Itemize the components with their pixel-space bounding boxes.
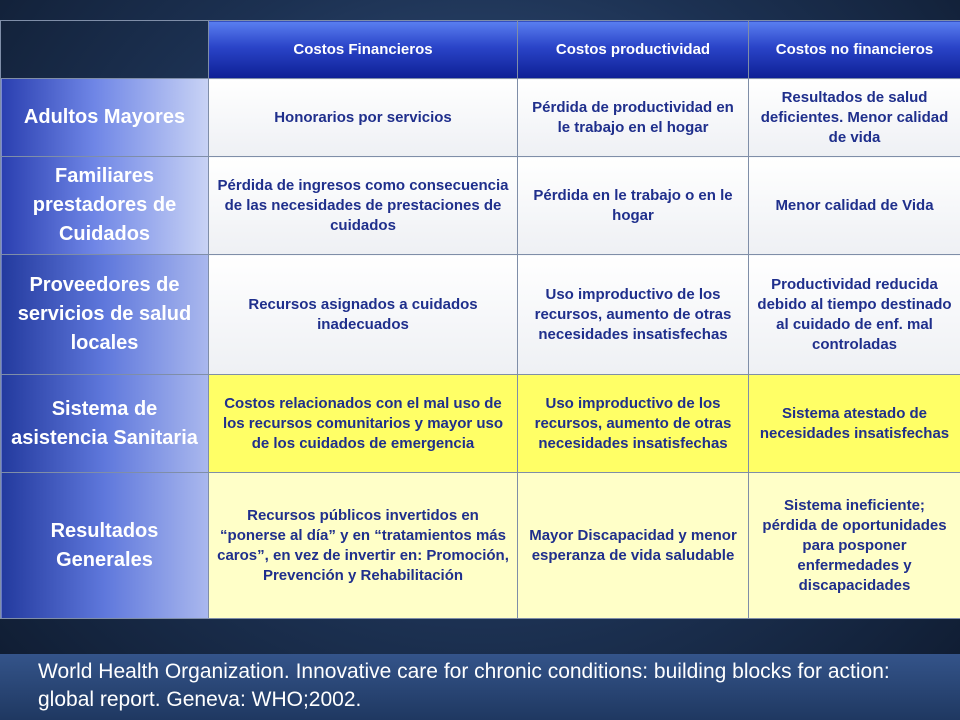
row-header-health-system: Sistema de asistencia Sanitaria (1, 375, 209, 473)
column-header-non-financial: Costos no financieros (749, 21, 960, 79)
table-cell: Uso improductivo de los recursos, aumento de otras necesidades insatisfechas (518, 375, 749, 473)
table-cell: Recursos asignados a cuidados inadecuados (209, 255, 518, 375)
corner-cell (1, 21, 209, 79)
table-cell: Sistema ineficiente; pérdida de oportunidades para posponer enfermedades y discapacidades (749, 473, 960, 619)
table-row (1, 255, 960, 375)
table-cell: Menor calidad de Vida (749, 157, 960, 255)
citation-text: World Health Organization. Innovative care for chronic conditions: building blocks for action: global report. Geneva: WHO;2002. (0, 654, 960, 720)
table-cell: Uso improductivo de los recursos, aumento de otras necesidades insatisfechas (518, 255, 749, 375)
row-header-local-providers: Proveedores de servicios de salud locales (1, 255, 209, 375)
table-cell: Sistema atestado de necesidades insatisfechas (749, 375, 960, 473)
table-cell: Pérdida de productividad en le trabajo en el hogar (518, 79, 749, 157)
table-cell: Recursos públicos invertidos en “ponerse al día” y en “tratamientos más caros”, en vez de invertir en: Promoción, Prevención y Rehabilitación (209, 473, 518, 619)
row-header-family-caregivers: Familiares prestadores de Cuidados (1, 157, 209, 255)
table-cell: Pérdida en le trabajo o en le hogar (518, 157, 749, 255)
cost-table (0, 20, 960, 619)
row-header-older-adults: Adultos Mayores (1, 79, 209, 157)
table-cell: Costos relacionados con el mal uso de los recursos comunitarios y mayor uso de los cuidados de emergencia (209, 375, 518, 473)
column-header-productivity: Costos productividad (518, 21, 749, 79)
column-header-financial: Costos Financieros (209, 21, 518, 79)
table-row (1, 79, 960, 157)
table-row (1, 473, 960, 619)
table-row (1, 375, 960, 473)
table-cell: Mayor Discapacidad y menor esperanza de vida saludable (518, 473, 749, 619)
table-cell: Productividad reducida debido al tiempo destinado al cuidado de enf. mal controladas (749, 255, 960, 375)
row-header-general-results: Resultados Generales (1, 473, 209, 619)
table-cell: Resultados de salud deficientes. Menor calidad de vida (749, 79, 960, 157)
table-cell: Pérdida de ingresos como consecuencia de las necesidades de prestaciones de cuidados (209, 157, 518, 255)
table-row (1, 157, 960, 255)
table-cell: Honorarios por servicios (209, 79, 518, 157)
header-row (1, 21, 960, 79)
